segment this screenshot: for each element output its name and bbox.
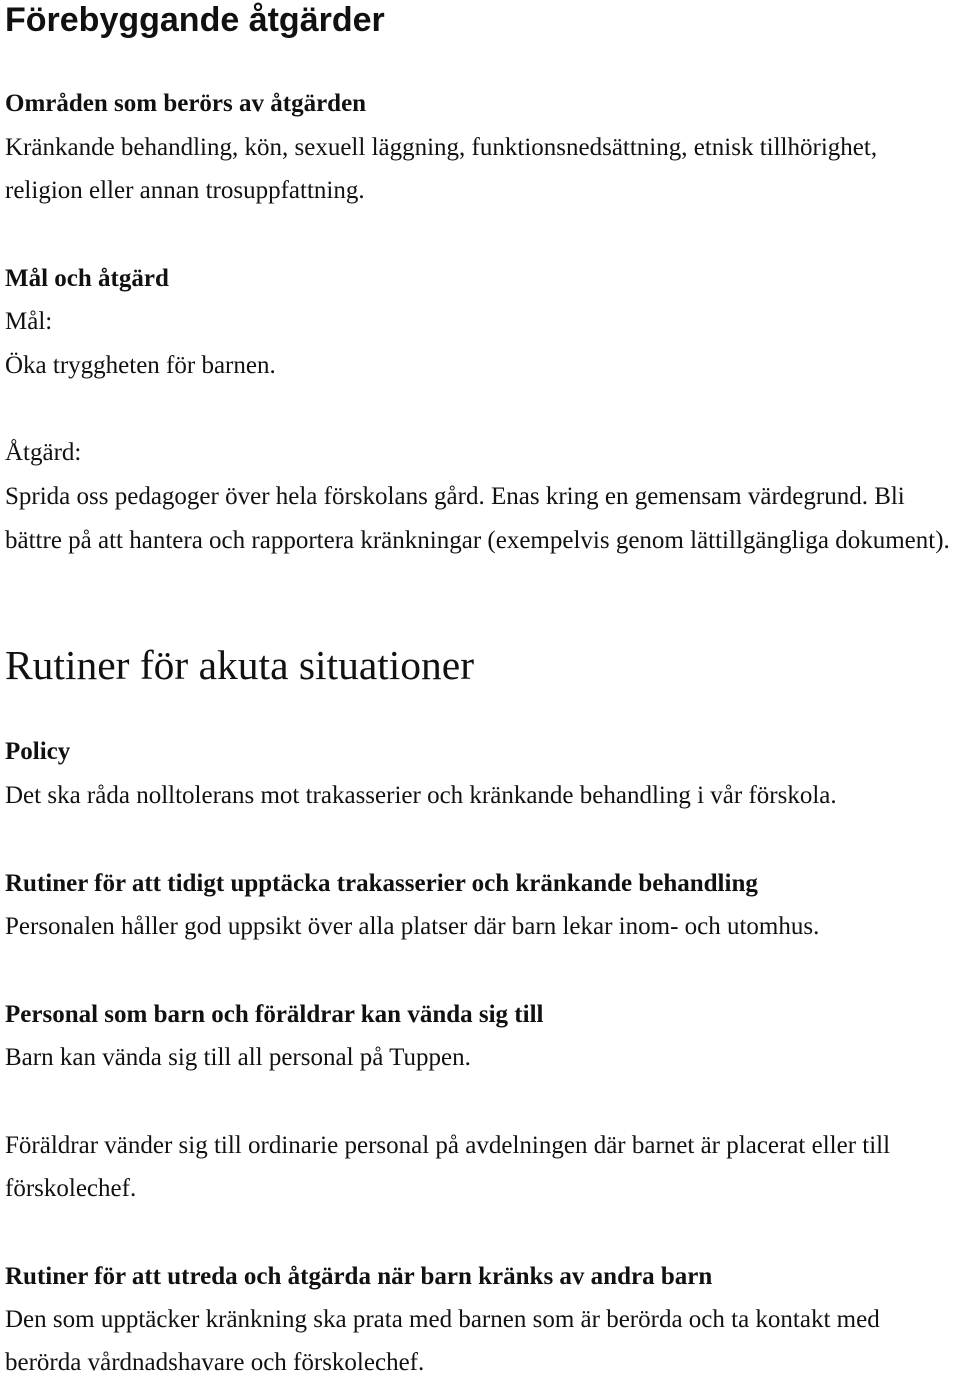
early-detection-text: Personalen håller god uppsikt över alla platser där barn lekar inom- och utomhus. — [5, 913, 820, 940]
contacts-children-text: Barn kan vända sig till all personal på Tuppen. — [5, 1044, 471, 1071]
action-text-line-1: Sprida oss pedagoger över hela förskolans gård. Enas kring en gemensam värdegrund. Bli — [5, 483, 905, 510]
contacts-heading: Personal som barn och föräldrar kan vända sig till — [5, 1001, 544, 1028]
policy-heading: Policy — [5, 738, 71, 765]
contacts-parents-text-line-2: förskolechef. — [5, 1175, 137, 1202]
goal-text: Öka tryggheten för barnen. — [5, 352, 276, 379]
goal-action-heading: Mål och åtgärd — [5, 265, 169, 292]
section-title-acute: Rutiner för akuta situationer — [5, 642, 475, 688]
investigation-heading: Rutiner för att utreda och åtgärda när barn kränks av andra barn — [5, 1263, 713, 1290]
page-title: Förebyggande åtgärder — [5, 1, 385, 39]
action-text-line-2: bättre på att hantera och rapportera kränkningar (exempelvis genom lättillgängliga dokument). — [5, 527, 950, 554]
investigation-text-line-2: berörda vårdnadshavare och förskolechef. — [5, 1349, 425, 1373]
goal-label: Mål: — [5, 308, 53, 335]
policy-text: Det ska råda nolltolerans mot trakasserier och kränkande behandling i vår förskola. — [5, 782, 837, 809]
contacts-parents-text-line-1: Föräldrar vänder sig till ordinarie personal på avdelningen där barnet är placerat eller till — [5, 1132, 891, 1159]
areas-text-line-1: Kränkande behandling, kön, sexuell läggning, funktionsnedsättning, etnisk tillhörighet, — [5, 134, 878, 161]
action-label: Åtgärd: — [5, 439, 82, 466]
areas-heading: Områden som berörs av åtgärden — [5, 90, 367, 117]
early-detection-heading: Rutiner för att tidigt upptäcka trakasserier och kränkande behandling — [5, 870, 758, 897]
investigation-text-line-1: Den som upptäcker kränkning ska prata med barnen som är berörda och ta kontakt med — [5, 1306, 880, 1333]
areas-text-line-2: religion eller annan trosuppfattning. — [5, 177, 365, 204]
